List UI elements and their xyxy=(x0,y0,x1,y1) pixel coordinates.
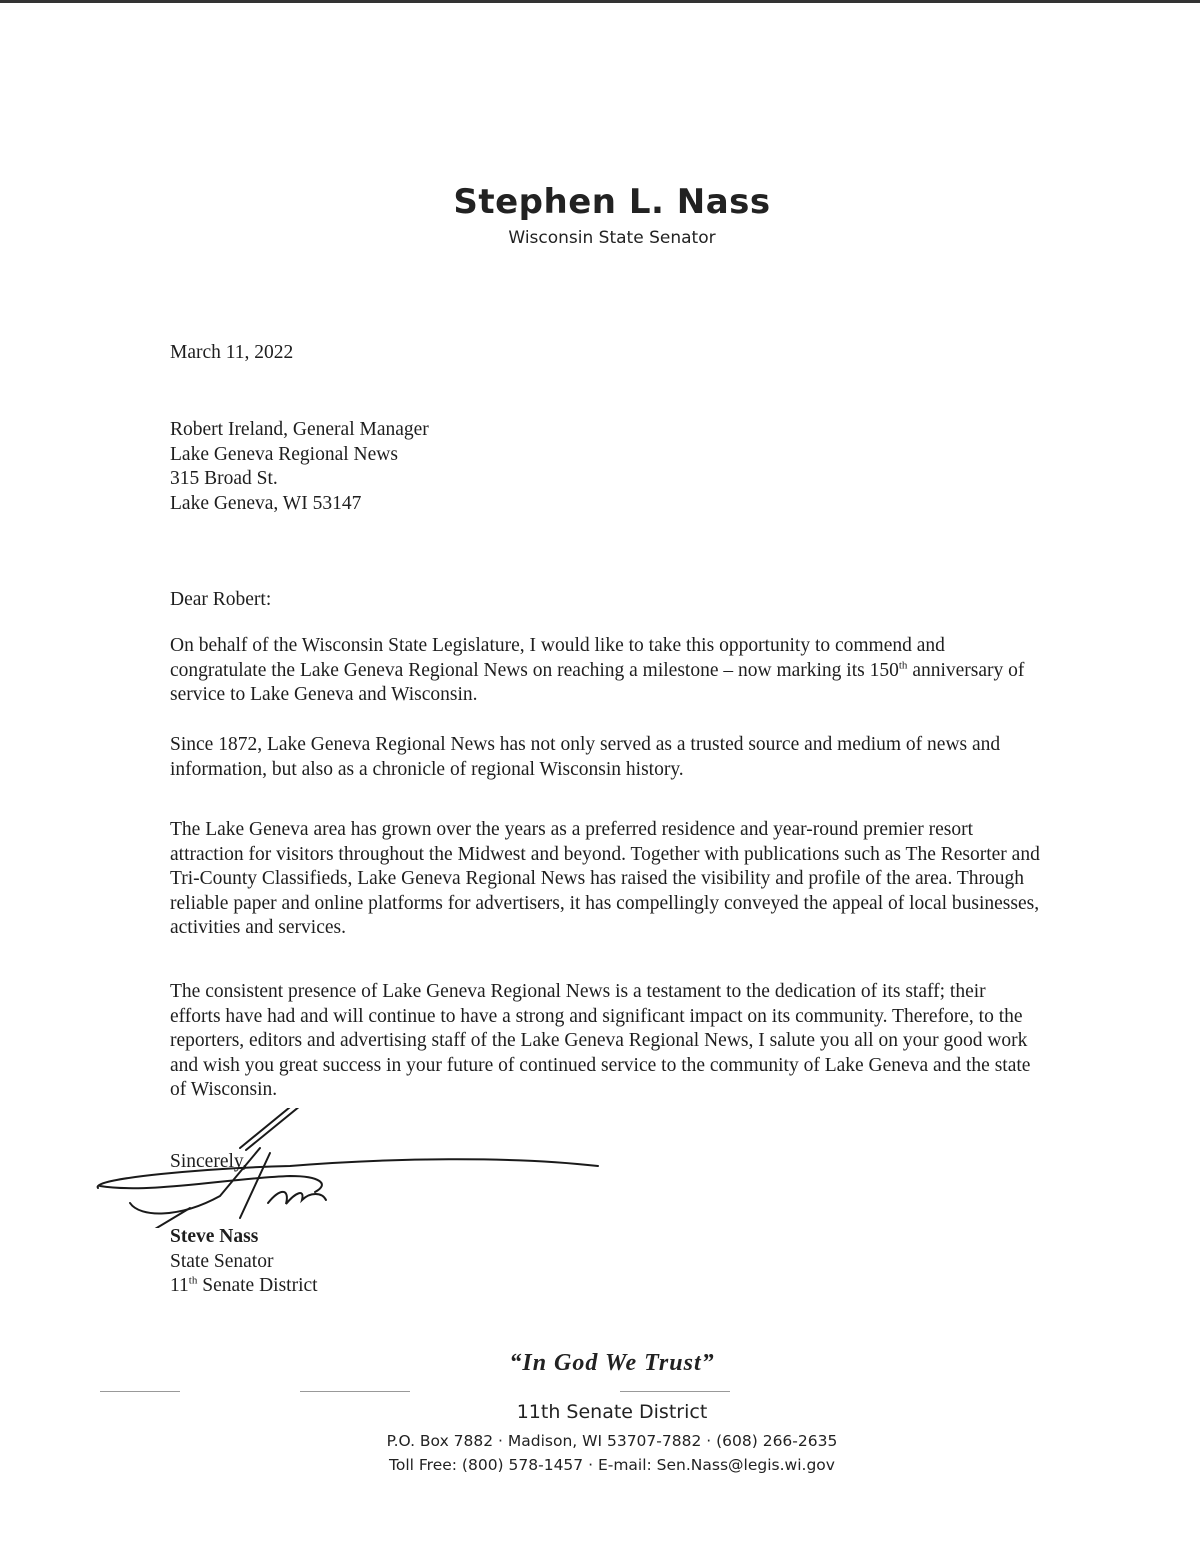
recipient-line: Lake Geneva Regional News xyxy=(170,443,398,465)
divider xyxy=(620,1391,730,1392)
closing: Sincerely, xyxy=(170,1151,248,1172)
signature-block xyxy=(170,1225,1040,1299)
letter-date: March 11, 2022 xyxy=(170,342,294,363)
footer-address: P.O. Box 7882 · Madison, WI 53707-7882 · (608) 266-2635 xyxy=(386,1432,838,1450)
salutation: Dear Robert: xyxy=(170,589,272,610)
recipient-address xyxy=(170,418,1040,516)
recipient-line: 315 Broad St. xyxy=(170,468,278,489)
signer-district xyxy=(170,1274,1040,1299)
superscript: th xyxy=(898,659,908,671)
recipient-line: Robert Ireland, General Manager xyxy=(170,419,429,440)
paragraph-4: The consistent presence of Lake Geneva Regional News is a testament to the dedication of its staff; their efforts have had and will continue to have a strong and significant impact on its community. Therefore, to the reporters, editors and advertising staff of the Lake Geneva Regional News, I salute you all on your good work and wish you great success in your future of continued service to the community of Lake Geneva and the state of Wisconsin. xyxy=(170,981,1031,1100)
signer-name: Steve Nass xyxy=(170,1226,259,1247)
footer-contact: Toll Free: (800) 578-1457 · E-mail: Sen.Nass@legis.wi.gov xyxy=(389,1456,835,1474)
footer-motto: “In God We Trust” xyxy=(509,1350,715,1376)
district-text: Senate District xyxy=(197,1275,318,1296)
recipient-line: Lake Geneva, WI 53147 xyxy=(170,492,362,514)
footer-district: 11th Senate District xyxy=(516,1401,708,1423)
letterhead-title: Wisconsin State Senator xyxy=(508,228,716,248)
divider xyxy=(300,1391,410,1392)
signer-title: State Senator xyxy=(170,1250,274,1272)
signature xyxy=(90,1108,610,1228)
district-number: 11 xyxy=(170,1275,189,1296)
paragraph-text: On behalf of the Wisconsin State Legislature, I would like to take this opportunity to commend and congratulate the Lake Geneva Regional News on reaching a milestone – now marking its 150 xyxy=(170,635,945,681)
page-top-border xyxy=(0,0,1200,3)
paragraph-1 xyxy=(170,634,1040,708)
paragraph-3: The Lake Geneva area has grown over the years as a preferred residence and year-round premier resort attraction for visitors throughout the Midwest and beyond. Together with publications such as The Resorter and Tri-County Classifieds, Lake Geneva Regional News has raised the visibility and profile of the area. Through reliable paper and online platforms for advertisers, it has compellingly conveyed the appeal of local businesses, activities and services. xyxy=(170,819,1040,938)
paragraph-text: anniversary of service to Lake Geneva and Wisconsin. xyxy=(170,659,1025,705)
paragraph-2: Since 1872, Lake Geneva Regional News has not only served as a trusted source and medium of news and information, but also as a chronicle of regional Wisconsin history. xyxy=(170,734,1001,780)
superscript: th xyxy=(188,1274,198,1287)
divider xyxy=(100,1391,180,1392)
letterhead-name: Stephen L. Nass xyxy=(453,182,771,222)
